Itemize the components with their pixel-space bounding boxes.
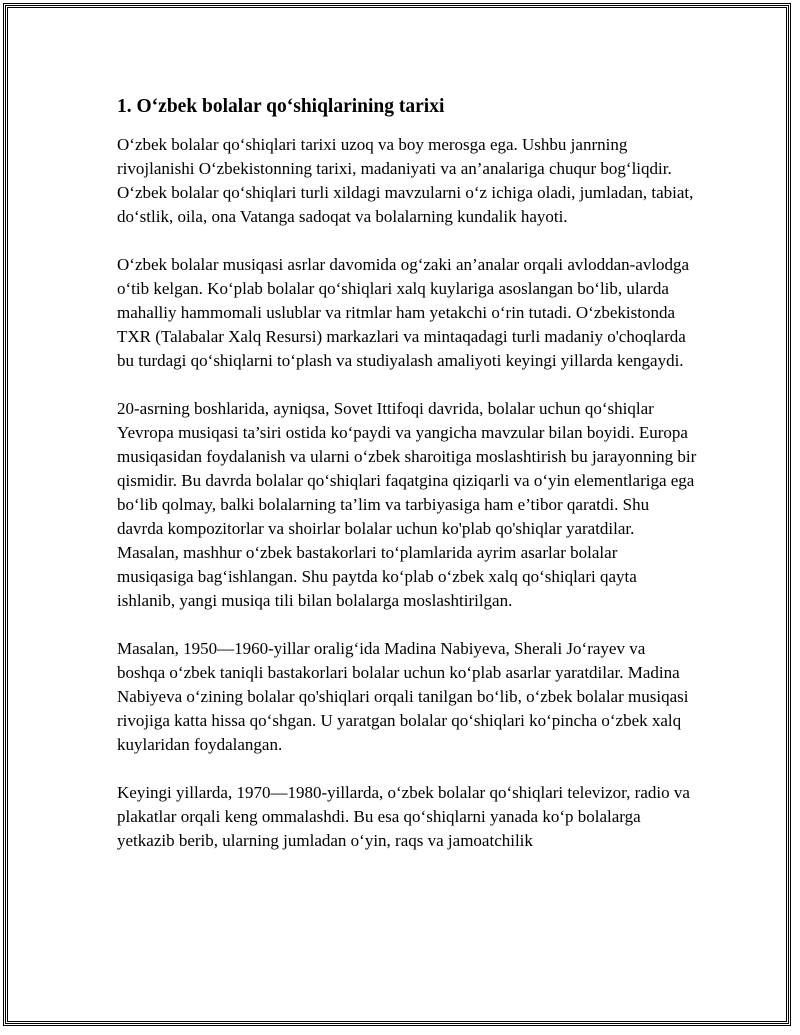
paragraph-1: O‘zbek bolalar qo‘shiqlari tarixi uzoq va boy merosga ega. Ushbu janrning rivojlanishi O‘zbekistonning tarixi, madaniyati va an’analariga chuqur bog‘liqdir. O‘zbek bolalar qo‘shiqlari turli xildagi mavzularni o‘z ichiga oladi, jumladan, tabiat, do‘stlik, oila, ona Vatanga sadoqat va bolalarning kundalik hayoti. bbox=[117, 135, 694, 226]
paragraph-2: O‘zbek bolalar musiqasi asrlar davomida og‘zaki an’analar orqali avloddan-avlodga o‘tib kelgan. Ko‘plab bolalar qo‘shiqlari xalq kuylariga asoslangan bo‘lib, ularda mahalliy hammomali uslublar va ritmlar ham yetakchi o‘rin tutadi. O‘zbekistonda TXR (Talabalar Xalq Resursi) markazlari va mintaqadagi turli madaniy o'choqlarda bu turdagi qo‘shiqlarni to‘plash va studiyalash amaliyoti keyingi yillarda kengaydi. bbox=[117, 255, 690, 370]
paragraph-3: 20-asrning boshlarida, ayniqsa, Sovet Ittifoqi davrida, bolalar uchun qo‘shiqlar Yevropa musiqasi ta’siri ostida ko‘paydi va yangicha mavzular bilan boyidi. Europa musiqasidan foydalanish va ularni o‘zbek sharoitiga moslashtirish bu jarayonning bir qismidir. Bu davrda bolalar qo‘shiqlari faqatgina qiziqarli va o‘yin elementlariga ega bo‘lib qolmay, balki bolalarning ta’lim va tarbiyasiga ham e’tibor qaratdi. Shu davrda kompozitorlar va shoirlar bolalar uchun ko'plab qo'shiqlar yaratdilar. Masalan, mashhur o‘zbek bastakorlari to‘plamlarida ayrim asarlar bolalar musiqasiga bag‘ishlangan. Shu paytda ko‘plab o‘zbek xalq qo‘shiqlari qayta ishlanib, yangi musiqa tili bilan bolalarga moslashtirilgan. bbox=[117, 399, 697, 610]
document-body bbox=[117, 94, 697, 877]
section-heading: 1. O‘zbek bolalar qo‘shiqlarining tarixi bbox=[117, 96, 445, 117]
paragraph-4: Masalan, 1950—1960-yillar oralig‘ida Madina Nabiyeva, Sherali Jo‘rayev va boshqa o‘zbek taniqli bastakorlari bolalar uchun ko‘plab asarlar yaratdilar. Madina Nabiyeva o‘zining bolalar qo'shiqlari orqali tanilgan bo‘lib, o‘zbek bolalar musiqasi rivojiga katta hissa qo‘shgan. U yaratgan bolalar qo‘shiqlari ko‘pincha o‘zbek xalq kuylaridan foydalangan. bbox=[117, 639, 689, 754]
paragraph-5: Keyingi yillarda, 1970—1980-yillarda, o‘zbek bolalar qo‘shiqlari televizor, radio va plakatlar orqali keng ommalashdi. Bu esa qo‘shiqlarni yanada ko‘p bolalarga yetkazib berib, ularning jumladan o‘yin, raqs va jamoatchilik bbox=[117, 783, 690, 850]
